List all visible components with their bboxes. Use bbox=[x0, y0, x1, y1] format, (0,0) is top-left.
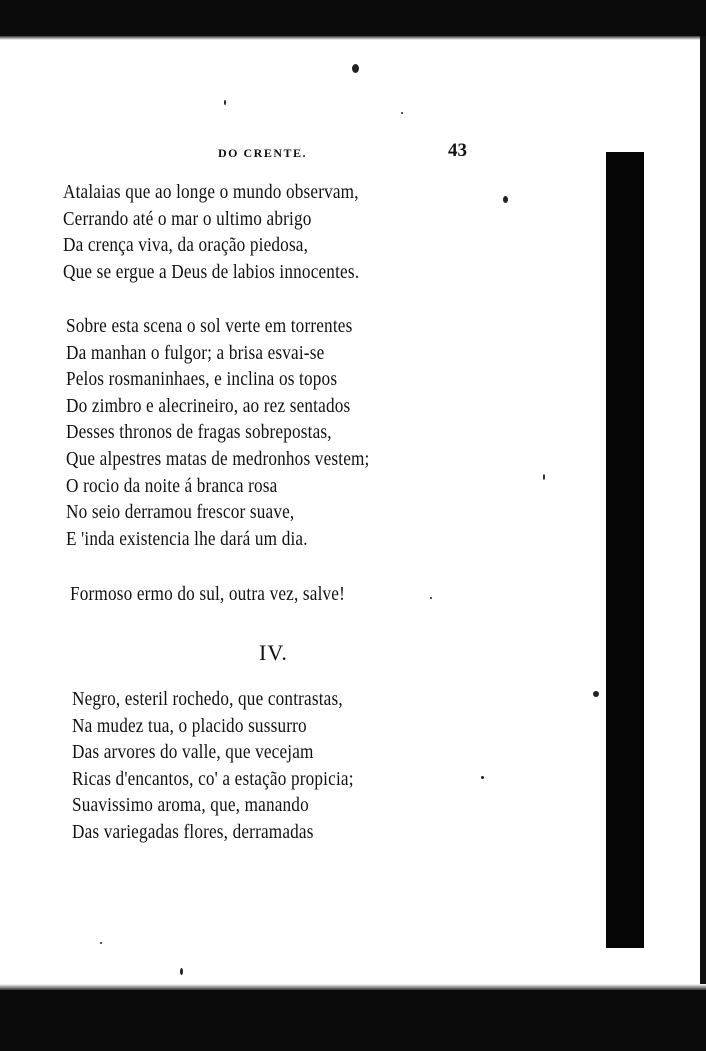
poem-line: Desses thronos de fragas sobrepostas, bbox=[66, 421, 332, 444]
scan-speck bbox=[100, 942, 102, 944]
poem-line: Pelos rosmaninhaes, e inclina os topos bbox=[66, 368, 338, 391]
poem-line: Que alpestres matas de medronhos vestem; bbox=[66, 447, 370, 470]
scan-speck bbox=[593, 691, 599, 697]
scan-spine-shadow bbox=[606, 152, 644, 948]
poem-line: Sobre esta scena o sol verte em torrentes bbox=[66, 315, 353, 337]
poem-line: Negro, esteril rochedo, que contrastas, bbox=[72, 688, 343, 710]
scan-border-top-fade bbox=[0, 36, 706, 40]
poem-line: Que se ergue a Deus de labios innocentes. bbox=[63, 260, 360, 283]
scan-speck bbox=[503, 196, 508, 203]
scan-speck bbox=[401, 112, 403, 114]
scan-speck bbox=[543, 474, 545, 480]
poem-line: Suavissimo aroma, que, manando bbox=[72, 794, 309, 817]
scan-border-bottom bbox=[0, 990, 706, 1051]
running-head: DO CRENTE. bbox=[218, 146, 308, 160]
poem-line: E 'inda existencia lhe dará um dia. bbox=[66, 527, 308, 550]
scan-border-right bbox=[700, 36, 706, 990]
stanza-2 bbox=[66, 313, 419, 552]
poem-line: Do zimbro e alecrineiro, ao rez sentados bbox=[66, 394, 351, 417]
section-heading: IV. bbox=[259, 640, 288, 665]
poem-line: Cerrando até o mar o ultimo abrigo bbox=[63, 207, 312, 230]
poem-line: Formoso ermo do sul, outra vez, salve! bbox=[70, 583, 345, 605]
poem-line: Da crença viva, da oração piedosa, bbox=[63, 234, 309, 257]
poem-line: No seio derramou frescor suave, bbox=[66, 501, 295, 524]
poem-line: Atalaias que ao longe o mundo observam, bbox=[63, 181, 359, 203]
stanza-3 bbox=[70, 581, 390, 608]
poem-line: Na mudez tua, o placido sussurro bbox=[72, 714, 307, 737]
stanza-1 bbox=[63, 179, 407, 285]
poem-line: Das arvores do valle, que vecejam bbox=[72, 741, 314, 764]
scan-speck bbox=[430, 597, 432, 599]
stanza-section-iv bbox=[72, 686, 400, 846]
page-number: 43 bbox=[448, 140, 467, 161]
poem-line: Ricas d'encantos, co' a estação propicia; bbox=[72, 767, 354, 790]
scan-speck bbox=[180, 968, 183, 975]
scan-speck bbox=[224, 100, 226, 105]
scan-speck bbox=[352, 64, 359, 73]
poem-line: Da manhan o fulgor; a brisa esvai-se bbox=[66, 341, 325, 364]
poem-line: O rocio da noite á branca rosa bbox=[66, 474, 278, 497]
scan-speck bbox=[481, 776, 484, 779]
scan-border-top bbox=[0, 0, 706, 36]
poem-line: Das variegadas flores, derramadas bbox=[72, 820, 314, 843]
